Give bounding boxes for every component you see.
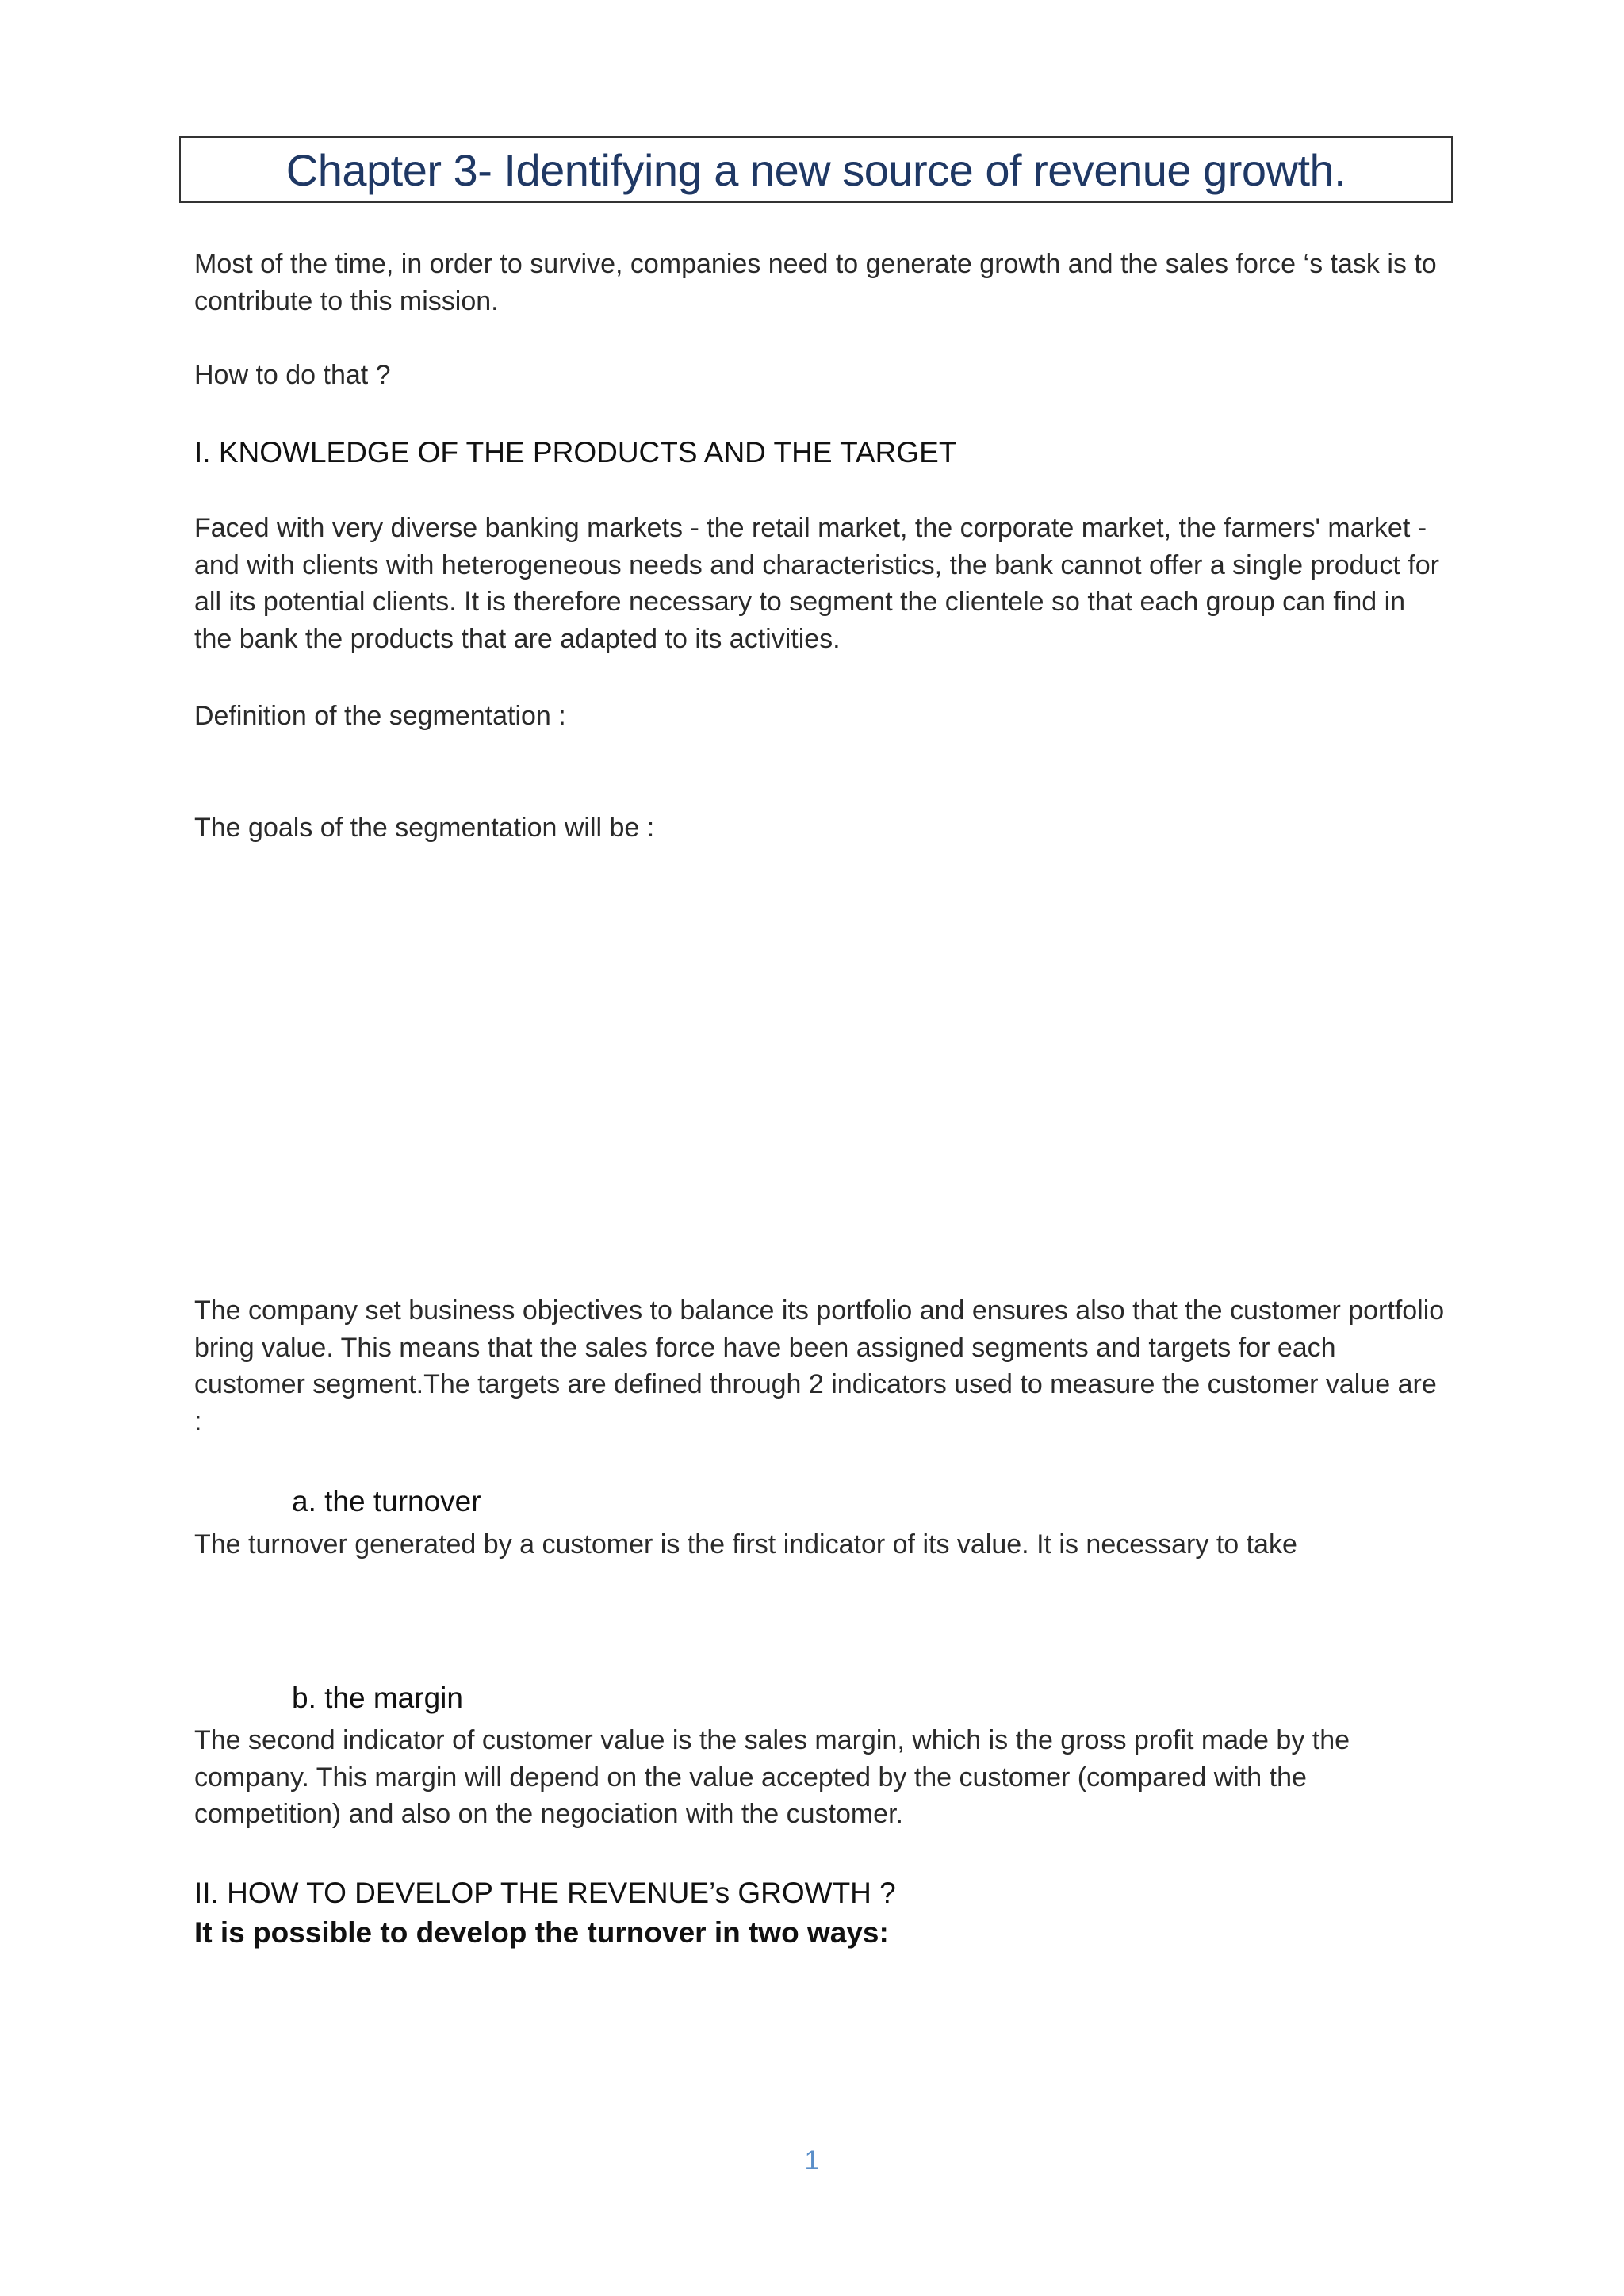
chapter-title-box: [179, 136, 1453, 203]
segmentation-definition-label: Definition of the segmentation :: [194, 701, 566, 731]
section-1-heading: I. KNOWLEDGE OF THE PRODUCTS AND THE TARGET: [194, 436, 957, 469]
section-2-heading: II. HOW TO DEVELOP THE REVENUE’s GROWTH ?: [194, 1877, 896, 1909]
turnover-text: The turnover generated by a customer is the first indicator of its value. It is necessary to take: [194, 1529, 1297, 1559]
objectives-paragraph: The company set business objectives to balance its portfolio and ensures also that the customer portfolio bring value. This means that the sales force have been assigned segments and targets for each customer segment.The targets are defined through 2 indicators used to measure the customer value are :: [194, 1295, 1445, 1437]
segmentation-goals-label: The goals of the segmentation will be :: [194, 813, 655, 843]
page-number: 1: [804, 2145, 820, 2175]
intro-paragraph: Most of the time, in order to survive, companies need to generate growth and the sales force ‘s task is to contribute to this mission.: [194, 249, 1437, 316]
section-2-subheading: It is possible to develop the turnover in two ways:: [194, 1916, 889, 1949]
chapter-title: Chapter 3- Identifying a new source of revenue growth.: [285, 144, 1346, 195]
margin-subheading: b. the margin: [292, 1682, 463, 1714]
section-1-paragraph: Faced with very diverse banking markets - the retail market, the corporate market, the farmers' market - and with clients with heterogeneous needs and characteristics, the bank cannot offer a single product for all its potential clients. It is therefore necessary to segment the clientele so that each group can find in the bank the products that are adapted to its activities.: [194, 513, 1439, 654]
intro-question: How to do that ?: [194, 360, 391, 390]
turnover-subheading: a. the turnover: [292, 1485, 481, 1517]
margin-text: The second indicator of customer value is the sales margin, which is the gross profit made by the company. This margin will depend on the value accepted by the customer (compared with the competition) and also on the negociation with the customer.: [194, 1725, 1350, 1829]
